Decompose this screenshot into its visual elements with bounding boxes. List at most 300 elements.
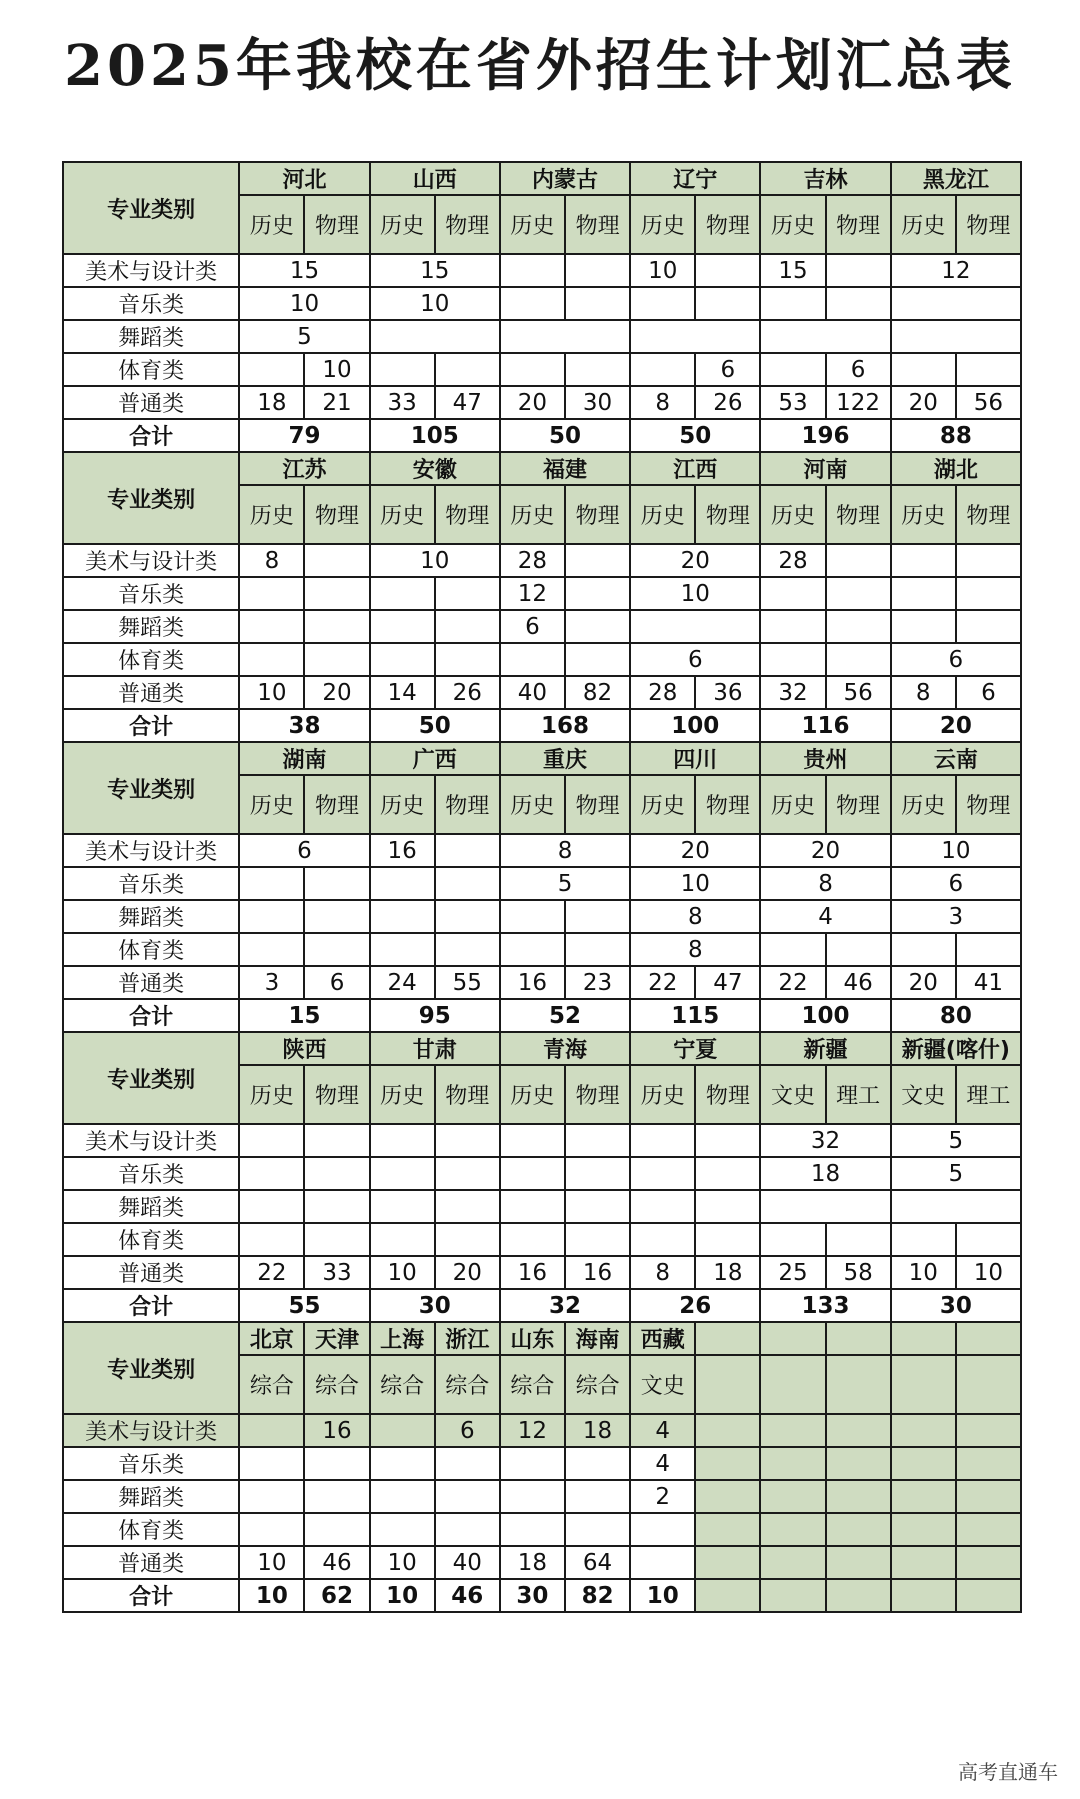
quota-cell: [891, 287, 1021, 320]
quota-cell: [760, 287, 825, 320]
quota-cell: 18: [695, 1256, 760, 1289]
subject-type: 物理: [435, 775, 500, 834]
province-name: 陕西: [239, 1032, 369, 1065]
subject-type: 物理: [956, 195, 1021, 254]
category-row: [63, 1447, 1021, 1480]
subject-type: 物理: [304, 485, 369, 544]
total-cell: 10: [239, 1579, 304, 1612]
category-label: 美术与设计类: [63, 1124, 239, 1157]
quota-cell: [760, 1480, 825, 1513]
quota-cell: [435, 900, 500, 933]
subject-type: 理工: [826, 1065, 891, 1124]
quota-cell: [565, 1223, 630, 1256]
quota-cell: 5: [239, 320, 369, 353]
total-cell: [826, 1579, 891, 1612]
quota-cell: [630, 610, 760, 643]
province-header-row: [63, 1322, 1021, 1355]
category-label: 美术与设计类: [63, 544, 239, 577]
category-label: 音乐类: [63, 287, 239, 320]
total-cell: 50: [500, 419, 630, 452]
quota-cell: [565, 900, 630, 933]
subject-type: 历史: [891, 195, 956, 254]
quota-cell: [500, 1480, 565, 1513]
quota-cell: 10: [630, 867, 760, 900]
category-label: 体育类: [63, 933, 239, 966]
category-row: [63, 834, 1021, 867]
quota-cell: 8: [630, 933, 760, 966]
subject-type: 历史: [370, 775, 435, 834]
category-row: [63, 254, 1021, 287]
category-header: 专业类别: [63, 1322, 239, 1414]
category-label: 合计: [63, 419, 239, 452]
total-cell: 50: [630, 419, 760, 452]
subject-type: 物理: [565, 775, 630, 834]
quota-cell: 12: [500, 1414, 565, 1447]
category-header: 专业类别: [63, 742, 239, 834]
subject-type: 物理: [695, 485, 760, 544]
quota-cell: [435, 1157, 500, 1190]
quota-cell: [435, 1447, 500, 1480]
subject-type: 物理: [304, 775, 369, 834]
quota-cell: [695, 1190, 760, 1223]
quota-cell: [500, 1513, 565, 1546]
quota-cell: [500, 254, 565, 287]
total-cell: 115: [630, 999, 760, 1032]
total-cell: [891, 1579, 956, 1612]
quota-cell: [500, 1190, 565, 1223]
province-name: 河北: [239, 162, 369, 195]
quota-cell: [630, 1190, 695, 1223]
category-row: [63, 1124, 1021, 1157]
subject-type: 历史: [630, 195, 695, 254]
quota-cell: [630, 353, 695, 386]
quota-cell: 8: [239, 544, 304, 577]
quota-cell: 24: [370, 966, 435, 999]
subject-type: 物理: [826, 775, 891, 834]
quota-cell: [695, 287, 760, 320]
quota-cell: [304, 1190, 369, 1223]
quota-cell: [500, 353, 565, 386]
category-row: [63, 933, 1021, 966]
total-row: [63, 999, 1021, 1032]
quota-cell: 6: [891, 867, 1021, 900]
quota-cell: [891, 1447, 956, 1480]
quota-cell: [500, 1124, 565, 1157]
quota-cell: [304, 933, 369, 966]
province-name: 天津: [304, 1322, 369, 1355]
quota-cell: [304, 643, 369, 676]
province-name: 广西: [370, 742, 500, 775]
quota-cell: [630, 287, 695, 320]
quota-cell: [370, 610, 435, 643]
quota-cell: [956, 1546, 1021, 1579]
quota-cell: [956, 1480, 1021, 1513]
province-name: 上海: [370, 1322, 435, 1355]
province-name: 湖北: [891, 452, 1021, 485]
subject-type: 历史: [239, 775, 304, 834]
quota-cell: [239, 1157, 304, 1190]
quota-cell: 33: [370, 386, 435, 419]
quota-cell: [760, 1223, 825, 1256]
category-label: 合计: [63, 1289, 239, 1322]
quota-cell: [695, 1124, 760, 1157]
quota-cell: [500, 900, 565, 933]
quota-cell: [239, 867, 304, 900]
category-label: 音乐类: [63, 1447, 239, 1480]
quota-cell: 46: [826, 966, 891, 999]
category-label: 普通类: [63, 676, 239, 709]
quota-cell: [891, 353, 956, 386]
category-label: 音乐类: [63, 1157, 239, 1190]
quota-cell: 10: [630, 577, 760, 610]
quota-cell: 10: [239, 676, 304, 709]
quota-cell: 6: [630, 643, 760, 676]
quota-cell: 20: [891, 386, 956, 419]
subject-type: 历史: [760, 775, 825, 834]
quota-cell: 26: [695, 386, 760, 419]
quota-cell: 28: [500, 544, 565, 577]
province-name: 山西: [370, 162, 500, 195]
subject-type: [760, 1355, 825, 1414]
quota-cell: [435, 867, 500, 900]
quota-cell: 5: [891, 1124, 1021, 1157]
quota-cell: 21: [304, 386, 369, 419]
quota-cell: 8: [630, 1256, 695, 1289]
category-row: [63, 577, 1021, 610]
quota-cell: [435, 1480, 500, 1513]
category-label: 舞蹈类: [63, 320, 239, 353]
quota-cell: [304, 1157, 369, 1190]
quota-cell: 18: [565, 1414, 630, 1447]
category-label: 美术与设计类: [63, 834, 239, 867]
quota-cell: 47: [695, 966, 760, 999]
quota-cell: [760, 1190, 890, 1223]
quota-cell: 16: [304, 1414, 369, 1447]
quota-cell: 10: [630, 254, 695, 287]
category-row: [63, 320, 1021, 353]
total-cell: 30: [891, 1289, 1021, 1322]
subject-type: 历史: [239, 195, 304, 254]
quota-cell: [956, 1447, 1021, 1480]
category-header: 专业类别: [63, 1032, 239, 1124]
quota-cell: 20: [891, 966, 956, 999]
quota-cell: 20: [630, 834, 760, 867]
subject-type: 物理: [565, 195, 630, 254]
quota-cell: [239, 643, 304, 676]
quota-cell: 6: [304, 966, 369, 999]
province-name: 湖南: [239, 742, 369, 775]
category-row: [63, 353, 1021, 386]
subject-type: 物理: [826, 195, 891, 254]
quota-cell: 46: [304, 1546, 369, 1579]
quota-cell: 10: [239, 1546, 304, 1579]
category-header: 专业类别: [63, 452, 239, 544]
total-cell: [695, 1579, 760, 1612]
total-cell: 133: [760, 1289, 890, 1322]
quota-cell: [370, 577, 435, 610]
quota-cell: [826, 1414, 891, 1447]
quota-cell: [760, 643, 825, 676]
subject-type: 历史: [500, 485, 565, 544]
quota-cell: [565, 544, 630, 577]
subject-type: [956, 1355, 1021, 1414]
subject-type: 历史: [239, 1065, 304, 1124]
subject-type: 历史: [630, 485, 695, 544]
quota-cell: [435, 643, 500, 676]
province-header-row: [63, 452, 1021, 485]
quota-cell: [891, 320, 1021, 353]
province-name: 黑龙江: [891, 162, 1021, 195]
quota-cell: [826, 1546, 891, 1579]
subject-type: 物理: [565, 1065, 630, 1124]
total-cell: 26: [630, 1289, 760, 1322]
category-label: 舞蹈类: [63, 1480, 239, 1513]
quota-cell: [239, 900, 304, 933]
quota-cell: [435, 1124, 500, 1157]
quota-cell: [695, 1414, 760, 1447]
category-label: 体育类: [63, 1223, 239, 1256]
subject-type: 物理: [435, 485, 500, 544]
province-name: 海南: [565, 1322, 630, 1355]
quota-cell: [695, 1513, 760, 1546]
quota-cell: 36: [695, 676, 760, 709]
subject-type: 历史: [891, 485, 956, 544]
subject-type: 综合: [500, 1355, 565, 1414]
subject-type: 综合: [370, 1355, 435, 1414]
category-row: [63, 1256, 1021, 1289]
category-label: 音乐类: [63, 867, 239, 900]
quota-cell: [565, 353, 630, 386]
total-cell: 30: [500, 1579, 565, 1612]
province-name: 西藏: [630, 1322, 695, 1355]
subject-type: 物理: [435, 1065, 500, 1124]
total-row: [63, 1579, 1021, 1612]
category-label: 合计: [63, 999, 239, 1032]
quota-cell: [239, 577, 304, 610]
quota-cell: 10: [239, 287, 369, 320]
quota-cell: [435, 1513, 500, 1546]
province-name: 新疆(喀什): [891, 1032, 1021, 1065]
quota-cell: [956, 1414, 1021, 1447]
province-header-row: [63, 162, 1021, 195]
quota-cell: [826, 287, 891, 320]
quota-cell: 30: [565, 386, 630, 419]
quota-cell: [826, 1447, 891, 1480]
province-name: [826, 1322, 891, 1355]
category-row: [63, 1157, 1021, 1190]
quota-cell: [304, 867, 369, 900]
total-cell: 38: [239, 709, 369, 742]
province-name: 安徽: [370, 452, 500, 485]
province-name: 重庆: [500, 742, 630, 775]
category-label: 舞蹈类: [63, 1190, 239, 1223]
province-name: 内蒙古: [500, 162, 630, 195]
total-row: [63, 419, 1021, 452]
province-name: [891, 1322, 956, 1355]
total-row: [63, 709, 1021, 742]
category-row: [63, 966, 1021, 999]
total-cell: 88: [891, 419, 1021, 452]
total-cell: 10: [370, 1579, 435, 1612]
quota-cell: [239, 1480, 304, 1513]
quota-cell: [760, 577, 825, 610]
quota-cell: [304, 610, 369, 643]
quota-cell: [695, 254, 760, 287]
quota-cell: 18: [500, 1546, 565, 1579]
quota-cell: [370, 1414, 435, 1447]
category-label: 舞蹈类: [63, 610, 239, 643]
quota-cell: 8: [630, 386, 695, 419]
province-name: 新疆: [760, 1032, 890, 1065]
quota-cell: [435, 1223, 500, 1256]
quota-cell: 47: [435, 386, 500, 419]
quota-cell: 22: [239, 1256, 304, 1289]
quota-cell: [565, 1513, 630, 1546]
quota-cell: [826, 254, 891, 287]
quota-cell: [304, 1480, 369, 1513]
quota-cell: [370, 1513, 435, 1546]
quota-cell: [826, 577, 891, 610]
quota-cell: 8: [630, 900, 760, 933]
quota-cell: [239, 610, 304, 643]
province-name: [956, 1322, 1021, 1355]
subject-type: 理工: [956, 1065, 1021, 1124]
province-name: 吉林: [760, 162, 890, 195]
subject-type: 物理: [826, 485, 891, 544]
quota-cell: [565, 1480, 630, 1513]
province-name: 甘肃: [370, 1032, 500, 1065]
total-cell: 62: [304, 1579, 369, 1612]
category-label: 合计: [63, 1579, 239, 1612]
quota-cell: [435, 1190, 500, 1223]
quota-cell: 10: [370, 1256, 435, 1289]
quota-cell: [370, 933, 435, 966]
quota-cell: [695, 1157, 760, 1190]
category-label: 普通类: [63, 1546, 239, 1579]
quota-cell: [956, 933, 1021, 966]
quota-cell: 4: [760, 900, 890, 933]
quota-cell: [500, 643, 565, 676]
quota-cell: [435, 577, 500, 610]
category-row: [63, 1414, 1021, 1447]
quota-cell: 10: [956, 1256, 1021, 1289]
quota-cell: 16: [565, 1256, 630, 1289]
quota-cell: [760, 1546, 825, 1579]
total-cell: 50: [370, 709, 500, 742]
quota-cell: [565, 287, 630, 320]
quota-cell: 10: [304, 353, 369, 386]
quota-cell: [370, 320, 500, 353]
quota-cell: 32: [760, 676, 825, 709]
quota-cell: 58: [826, 1256, 891, 1289]
quota-cell: 122: [826, 386, 891, 419]
subject-type: 综合: [239, 1355, 304, 1414]
quota-cell: [370, 1447, 435, 1480]
quota-cell: 6: [435, 1414, 500, 1447]
quota-cell: 82: [565, 676, 630, 709]
quota-cell: [370, 1480, 435, 1513]
quota-cell: [370, 867, 435, 900]
quota-cell: [304, 544, 369, 577]
category-row: [63, 1546, 1021, 1579]
subject-type: 历史: [760, 195, 825, 254]
subject-type: 物理: [435, 195, 500, 254]
province-name: 江西: [630, 452, 760, 485]
total-cell: [956, 1579, 1021, 1612]
quota-cell: 22: [760, 966, 825, 999]
province-name: 福建: [500, 452, 630, 485]
total-cell: 32: [500, 1289, 630, 1322]
quota-cell: [565, 254, 630, 287]
category-label: 音乐类: [63, 577, 239, 610]
total-cell: 46: [435, 1579, 500, 1612]
quota-cell: 28: [630, 676, 695, 709]
quota-cell: 15: [760, 254, 825, 287]
category-header: 专业类别: [63, 162, 239, 254]
quota-cell: [370, 643, 435, 676]
quota-cell: 33: [304, 1256, 369, 1289]
subject-type: 物理: [304, 1065, 369, 1124]
total-cell: 82: [565, 1579, 630, 1612]
quota-cell: 8: [500, 834, 630, 867]
total-cell: 20: [891, 709, 1021, 742]
quota-cell: [239, 1513, 304, 1546]
quota-cell: 4: [630, 1447, 695, 1480]
quota-cell: [760, 610, 825, 643]
quota-cell: 6: [826, 353, 891, 386]
quota-cell: [630, 1546, 695, 1579]
quota-cell: 56: [956, 386, 1021, 419]
quota-cell: 6: [500, 610, 565, 643]
category-label: 体育类: [63, 643, 239, 676]
quota-cell: [760, 933, 825, 966]
quota-cell: [435, 834, 500, 867]
quota-cell: [760, 320, 890, 353]
quota-cell: [695, 1480, 760, 1513]
quota-cell: [500, 1157, 565, 1190]
quota-cell: [565, 933, 630, 966]
quota-cell: [630, 1223, 695, 1256]
subject-type: 历史: [370, 195, 435, 254]
quota-cell: 22: [630, 966, 695, 999]
quota-cell: 8: [891, 676, 956, 709]
quota-cell: 40: [435, 1546, 500, 1579]
quota-cell: 14: [370, 676, 435, 709]
province-name: [760, 1322, 825, 1355]
quota-cell: [435, 353, 500, 386]
quota-cell: [565, 1447, 630, 1480]
subject-type: 物理: [695, 195, 760, 254]
quota-cell: [370, 1223, 435, 1256]
quota-cell: 6: [956, 676, 1021, 709]
category-row: [63, 867, 1021, 900]
quota-cell: 6: [695, 353, 760, 386]
quota-cell: 8: [760, 867, 890, 900]
subject-type: 历史: [630, 1065, 695, 1124]
quota-cell: [500, 1447, 565, 1480]
subject-type: 文史: [891, 1065, 956, 1124]
quota-cell: [630, 320, 760, 353]
category-row: [63, 287, 1021, 320]
quota-cell: [500, 1223, 565, 1256]
quota-cell: [565, 1157, 630, 1190]
quota-cell: [630, 1124, 695, 1157]
subject-type: 物理: [956, 775, 1021, 834]
province-name: 浙江: [435, 1322, 500, 1355]
quota-cell: [826, 544, 891, 577]
province-name: 青海: [500, 1032, 630, 1065]
subject-type: 历史: [500, 775, 565, 834]
